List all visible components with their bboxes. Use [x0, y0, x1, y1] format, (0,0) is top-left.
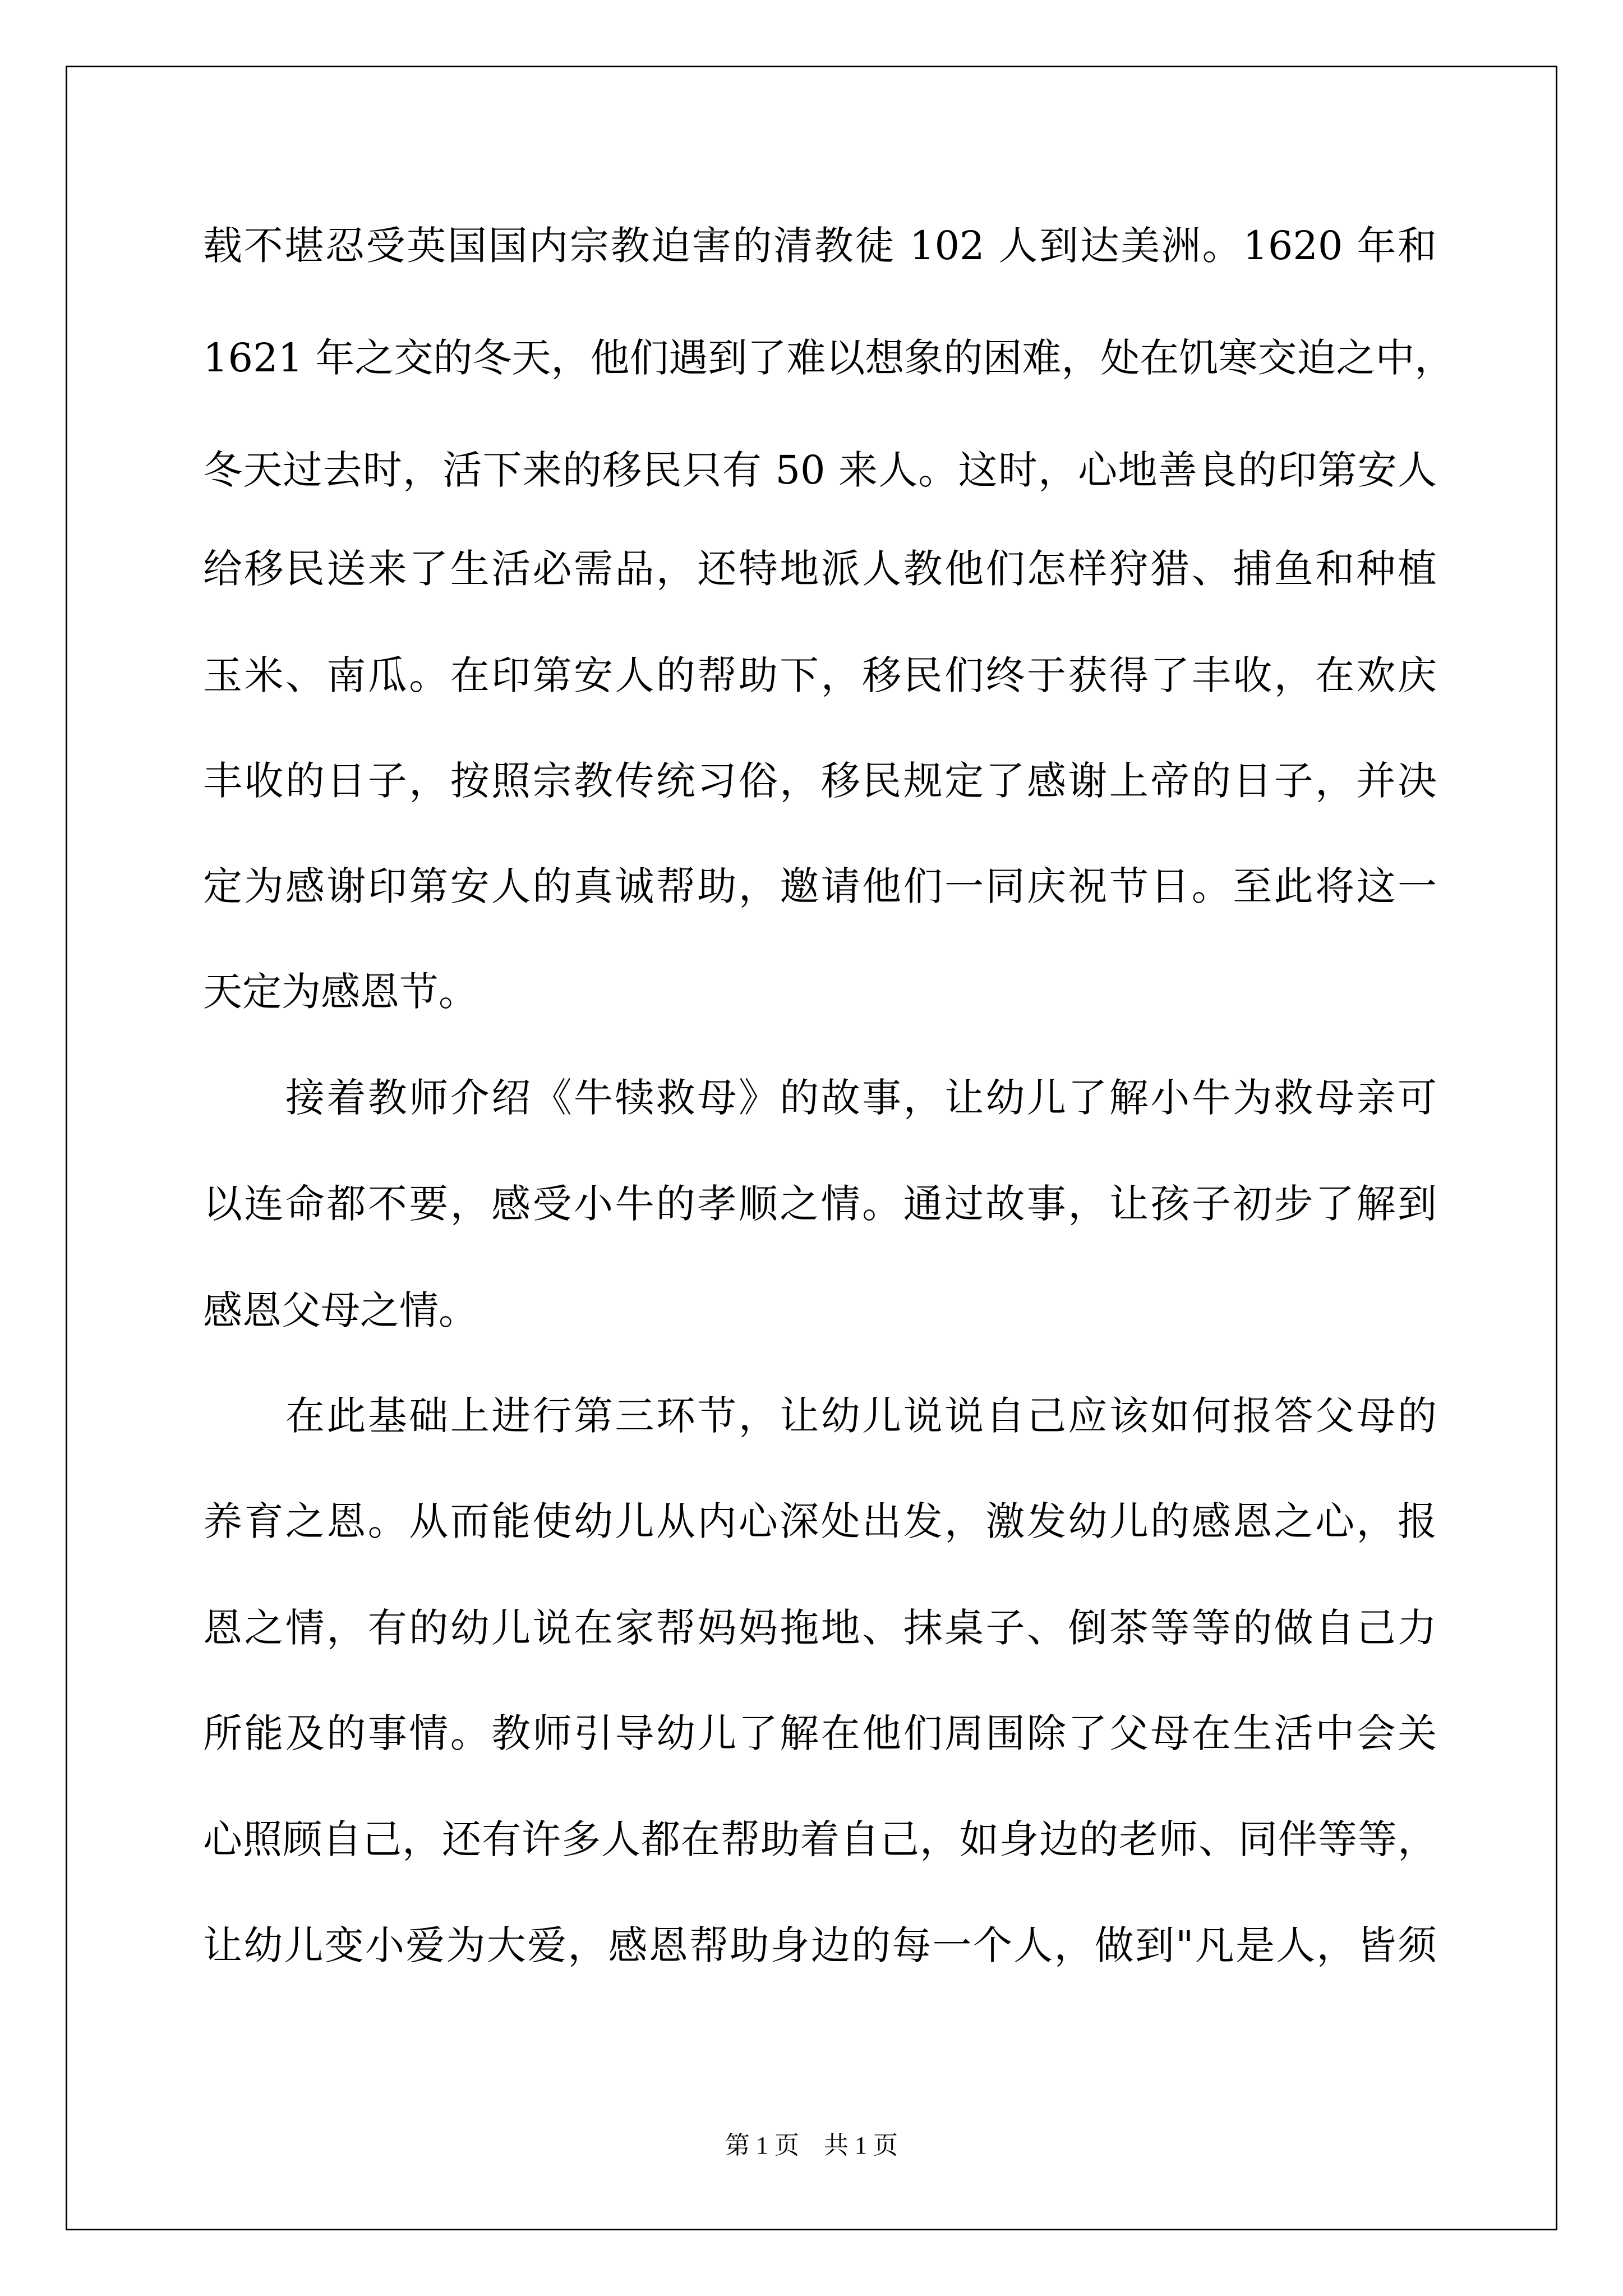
text-line: 丰收的日子，按照宗教传统习俗，移民规定了感谢上帝的日子，并决 [203, 758, 1437, 804]
text-line: 玉米、南瓜。在印第安人的帮助下，移民们终于获得了丰收，在欢庆 [203, 652, 1437, 698]
text-line: 接着教师介绍《牛犊救母》的故事，让幼儿了解小牛为救母亲可 [203, 1075, 1437, 1121]
page-number: 第 1 页 [725, 2132, 799, 2159]
text-line: 1621 年之交的冬天，他们遇到了难以想象的困难，处在饥寒交迫之中， [203, 335, 1454, 381]
text-line: 恩之情，有的幼儿说在家帮妈妈拖地、抹桌子、倒茶等等的做自己力 [203, 1605, 1437, 1651]
text-line: 冬天过去时，活下来的移民只有 50 来人。这时，心地善良的印第安人 [203, 447, 1437, 493]
page-border [66, 66, 1557, 2230]
text-line: 给移民送来了生活必需品，还特地派人教他们怎样狩猎、捕鱼和种植 [203, 546, 1437, 592]
text-line: 定为感谢印第安人的真诚帮助，邀请他们一同庆祝节日。至此将这一 [203, 863, 1437, 909]
text-line: 以连命都不要，感受小牛的孝顺之情。通过故事，让孩子初步了解到 [203, 1181, 1437, 1227]
text-line: 心照顾自己，还有许多人都在帮助着自己，如身边的老师、同伴等等， [203, 1816, 1437, 1862]
text-line: 所能及的事情。教师引导幼儿了解在他们周围除了父母在生活中会关 [203, 1710, 1437, 1756]
text-line: 养育之恩。从而能使幼儿从内心深处出发，激发幼儿的感恩之心，报 [203, 1498, 1437, 1544]
text-line: 在此基础上进行第三环节，让幼儿说说自己应该如何报答父母的 [203, 1393, 1437, 1439]
text-line: 感恩父母之情。 [203, 1287, 478, 1333]
text-line: 让幼儿变小爱为大爱，感恩帮助身边的每一个人，做到"凡是人，皆须 [203, 1922, 1437, 1968]
text-line: 载不堪忍受英国国内宗教迫害的清教徒 102 人到达美洲。1620 年和 [203, 223, 1437, 269]
page-footer [0, 2125, 1623, 2161]
page-total: 共 1 页 [824, 2132, 898, 2159]
text-line: 天定为感恩节。 [203, 969, 478, 1015]
